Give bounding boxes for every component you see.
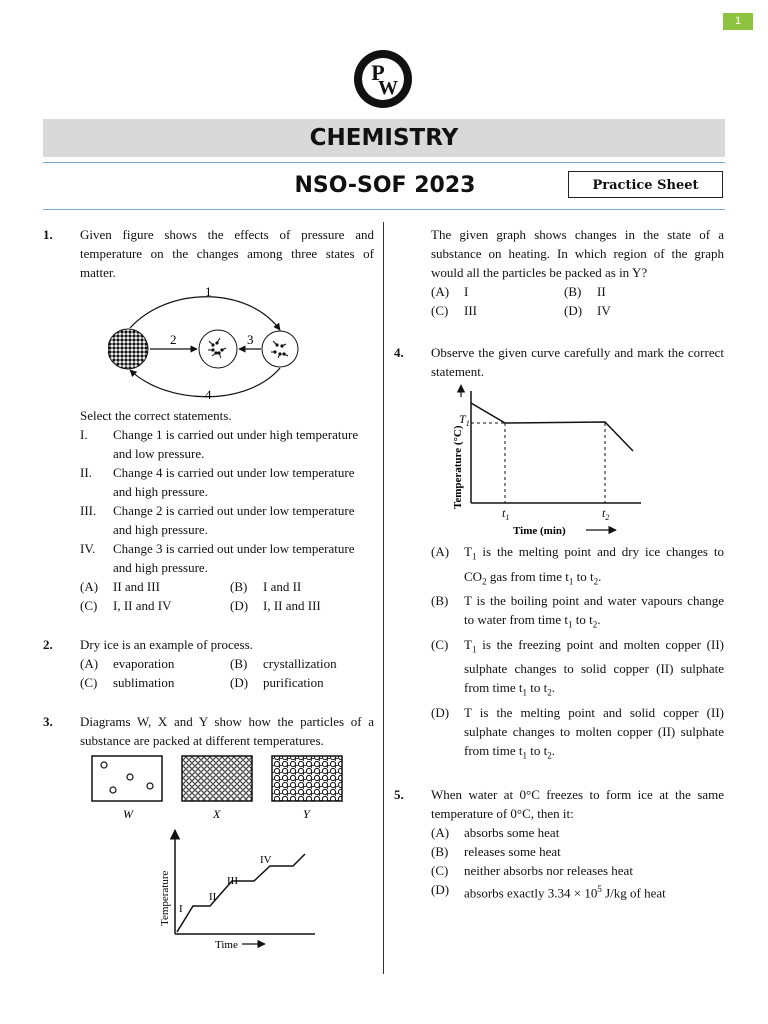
heating-curve-graph [155, 826, 335, 951]
gas-state-circle [262, 331, 298, 367]
logo-letter-p: P [371, 60, 385, 85]
logo-letter-w: W [378, 77, 398, 99]
question-number: 5. [394, 786, 404, 802]
option-a: (A) $T_1$ is the melting point and dry ice changes to $CO_2$ gas from time $t_1$ to $t_2$. [431, 544, 724, 587]
diagram-label-y: Y [303, 807, 310, 821]
x2-tick-label: $t_2$ [602, 506, 610, 522]
temperature-time-curve [441, 383, 651, 538]
option-d: (D) I, II and III [230, 598, 321, 613]
fig-label-4: 4 [205, 387, 212, 402]
column-divider [383, 222, 384, 974]
t1-axis-label: $T_1$ [459, 412, 470, 428]
option-a: (A) absorbs some heat [431, 824, 560, 840]
question-number: 2. [43, 637, 53, 652]
option-c: (C) III [431, 303, 477, 318]
question-text: Observe the given curve carefully and mark the correct statement. [431, 345, 724, 379]
states-of-matter-figure [108, 286, 308, 404]
answer-options [431, 823, 724, 902]
option-a: (A) evaporation [80, 656, 175, 671]
question-2 [43, 635, 374, 692]
fig-label-3: 3 [247, 332, 254, 347]
question-prompt: Select the correct statements. [80, 408, 232, 423]
graph-y-label: Temperature [159, 870, 171, 926]
diagram-y-box [272, 756, 342, 801]
header-rule-bottom [43, 209, 725, 210]
option-d: (D) purification [230, 675, 324, 690]
option-b: (B) II [564, 284, 606, 299]
graph-y-label: Temperature (°C) [452, 425, 464, 509]
question-text: When water at 0°C freezes to form ice at the same temperature of 0°C, then it: [431, 786, 724, 821]
option-c: (C) I, II and IV [80, 598, 172, 613]
option-b: (B) I and II [230, 579, 302, 594]
option-d: (D) absorbs exactly $3.34 \times 10^5$ J/kg of heat [431, 881, 666, 900]
question-number: 4. [394, 345, 404, 360]
option-c: (C) $T_1$ is the freezing point and molten copper (II) sulphate changes to solid copper (II) sulphate from time $t_1$ to $t_2$. [431, 636, 724, 698]
option-a: (A) II and III [80, 579, 160, 594]
question-number: 1. [43, 227, 53, 242]
option-a: (A) I [431, 284, 469, 299]
question-text: Diagrams W, X and Y show how the particles of a substance are packed at different temperatures. [80, 714, 374, 748]
question-1 [43, 225, 374, 615]
option-b: (B) T is the boiling point and water vapours change to water from time $t_1$ to $t_2$. [431, 593, 724, 630]
option-b: (B) crystallization [230, 656, 337, 671]
option-c: (C) sublimation [80, 675, 175, 690]
solid-state-circle [108, 329, 148, 369]
option-b: (B) releases some heat [431, 843, 561, 859]
statements-list [80, 425, 374, 577]
region-iii-label: III [227, 875, 238, 887]
change-1-arrow [130, 297, 280, 330]
answer-options [80, 654, 374, 692]
left-column [43, 225, 374, 951]
option-d: (D) T is the melting point and solid copper (II) sulphate changes to molten copper (II) sulphate from time $t_1$ to $t_2$. [431, 704, 724, 761]
diagram-label-w: W [123, 807, 133, 821]
region-ii-label: II [209, 891, 217, 903]
statement-item: IV. Change 3 is carried out under low temperature and high pressure. [80, 541, 355, 575]
question-3 [43, 712, 374, 951]
answer-options [431, 282, 724, 320]
diagram-label-x: X [213, 807, 221, 821]
temperature-curve-line [471, 403, 633, 451]
statement-item: III. Change 2 is carried out under low temperature and high pressure. [80, 503, 355, 537]
header-rule-top [43, 162, 725, 163]
question-4 [394, 343, 724, 766]
option-d: (D) IV [564, 303, 611, 318]
question-text: Given figure shows the effects of pressure and temperature on the changes among three states of matter. [80, 227, 374, 280]
exam-title: NSO-SOF 2023 [294, 173, 476, 198]
subject-title: CHEMISTRY [43, 119, 725, 157]
statement-item: I. Change 1 is carried out under high temperature and low pressure. [80, 427, 359, 461]
statement-item: II. Change 4 is carried out under low temperature and high pressure. [80, 465, 355, 499]
graph-x-label: Time (min) [513, 525, 566, 537]
liquid-state-circle [199, 330, 237, 368]
question-text: Dry ice is an example of process. [80, 637, 253, 652]
x1-tick-label: $t_1$ [502, 506, 510, 522]
option-c: (C) neither absorbs nor releases heat [431, 862, 633, 878]
fig-label-1: 1 [205, 286, 212, 299]
region-iv-label: IV [260, 854, 272, 866]
region-i-label: I [179, 903, 183, 915]
question-number: 3. [43, 714, 53, 729]
answer-options [80, 577, 374, 615]
diagram-x-box [182, 756, 252, 801]
answer-options [431, 542, 724, 766]
right-column [394, 225, 724, 902]
page-number: 1 [723, 13, 753, 30]
pw-logo [354, 50, 412, 108]
practice-sheet-label: Practice Sheet [568, 171, 723, 198]
question-3-continued [394, 225, 724, 320]
question-5 [394, 785, 724, 902]
fig-label-2: 2 [170, 332, 177, 347]
question-text: The given graph shows changes in the state of a substance on heating. In which region of the graph would all the particles be packed as in Y? [431, 227, 724, 280]
particle-packing-diagrams [90, 754, 350, 826]
heating-curve-line [177, 854, 305, 932]
graph-x-label: Time [215, 939, 238, 951]
